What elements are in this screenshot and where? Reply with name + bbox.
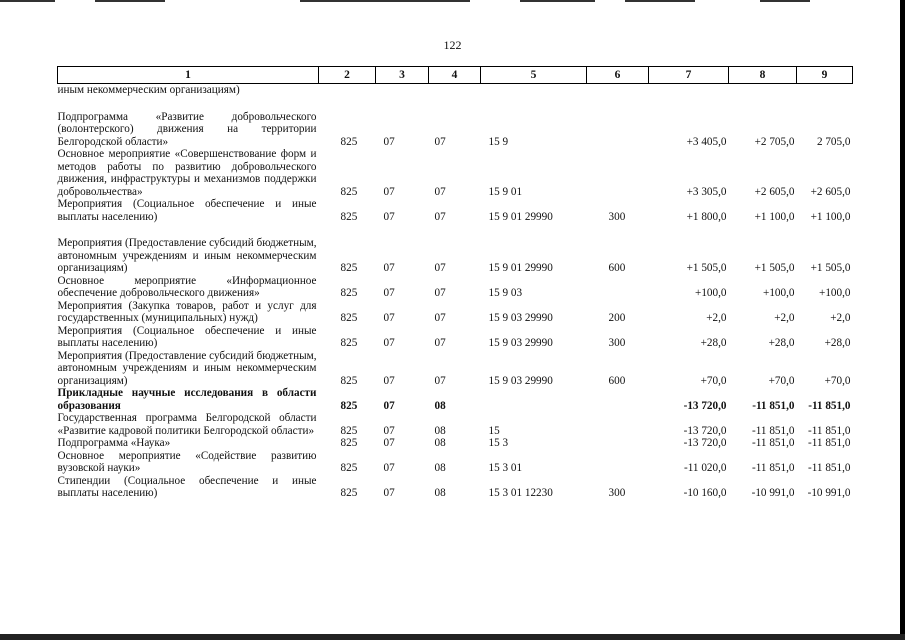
section-code: 07 [383,262,395,274]
target-article: 15 9 01 29990 [488,210,553,223]
amount-col9: +1 505,0 [810,262,851,274]
row-name: Мероприятия (Предоставление субсидий бюджетным, автономным учреждениям и иным некоммерческим организациям) [57,349,317,387]
target-article: 15 9 03 [488,287,523,299]
row-name: Мероприятия (Закупка товаров, работ и услуг для государственных (муниципальных) нужд) [57,299,317,324]
subsection-code: 08 [434,462,446,474]
target-article [481,84,587,97]
admin-code: 825 [340,487,358,499]
subsection-code: 08 [434,399,446,412]
section-code: 07 [383,185,395,198]
header-cell: 3 [376,67,429,84]
amount-col7 [649,84,729,97]
subsection-code: 07 [434,135,446,148]
header-cell: 5 [481,67,587,84]
header-cell: 2 [319,67,376,84]
admin-code: 825 [340,262,358,274]
section-code: 07 [383,399,395,412]
row-name: Основное мероприятие «Содействие развитию вузовской науки» [57,449,317,474]
table-row [58,437,853,450]
header-cell: 9 [797,67,853,84]
amount-col7: +70,0 [700,374,727,387]
amount-col7: +100,0 [695,287,727,299]
row-name: Основное мероприятие «Совершенствование форм и методов работы по развитию добровольческого движения, инфраструктуры и механизмов поддержки добровольчества» [57,148,317,198]
expense-type: 200 [608,312,626,324]
amount-col8: +2,0 [774,312,795,324]
amount-col9: +70,0 [824,374,851,387]
amount-col8: +28,0 [768,337,795,349]
table-row [58,84,853,97]
amount-col7: +3 405,0 [686,135,727,148]
expense-type: 300 [608,337,626,349]
target-article: 15 [488,424,500,437]
row-name: Подпрограмма «Наука» [57,437,171,449]
target-article: 15 3 01 12230 [488,487,553,499]
header-cell: 7 [649,67,729,84]
section-code: 07 [383,337,395,349]
row-name: Основное мероприятие «Информационное обеспечение добровольческого движения» [57,274,317,299]
section-code: 07 [383,437,395,449]
row-name: Стипендии (Социальное обеспечение и иные выплаты населению) [57,474,317,499]
header-cell: 8 [729,67,797,84]
target-article: 15 9 03 29990 [488,374,553,387]
spacer-row [58,223,853,237]
table-row [58,111,853,149]
header-cell: 6 [587,67,649,84]
subsection-code [429,84,481,97]
expense-type [587,437,649,450]
subsection-code: 07 [434,374,446,387]
section-code: 07 [383,487,395,499]
amount-col7: -13 720,0 [683,437,727,449]
table-row [58,350,853,388]
budget-table [57,66,853,500]
expense-type: 600 [608,262,626,274]
amount-col7: +2,0 [706,312,727,324]
admin-code [319,84,376,97]
bottom-scan-edge [0,634,905,640]
amount-col9: 2 705,0 [816,135,851,148]
target-article: 15 9 01 29990 [488,262,553,274]
amount-col7: +1 505,0 [686,262,727,274]
amount-col8: +2 605,0 [754,185,795,198]
amount-col9: +2,0 [830,312,851,324]
row-name: Государственная программа Белгородской области «Развитие кадровой политики Белгородской области» [57,412,317,437]
subsection-code: 07 [434,337,446,349]
expense-type: 600 [608,374,626,387]
subsection-code: 07 [434,185,446,198]
amount-col9: -11 851,0 [808,424,851,437]
table-row [58,450,853,475]
target-article: 15 9 [488,135,509,148]
amount-col8: +1 100,0 [754,210,795,223]
table-row [58,237,853,275]
subsection-code: 07 [434,262,446,274]
right-scan-edge [900,0,905,640]
amount-col9: -11 851,0 [808,399,851,412]
amount-col9 [797,84,853,97]
amount-col7: +3 305,0 [686,185,727,198]
admin-code: 825 [340,312,358,324]
amount-col8: -11 851,0 [752,399,795,412]
table-row [58,300,853,325]
section-code: 07 [383,287,395,299]
expense-type [587,84,649,97]
target-article: 15 9 01 [488,185,523,198]
header-row [58,67,853,84]
admin-code: 825 [340,287,358,299]
admin-code: 825 [340,185,358,198]
section-code: 07 [383,312,395,324]
section-code: 07 [383,424,395,437]
row-name: Мероприятия (Социальное обеспечение и иные выплаты населению) [57,324,317,349]
amount-col8: +100,0 [763,287,795,299]
expense-type [587,111,649,149]
expense-type [587,450,649,475]
target-article: 15 9 03 29990 [488,312,553,324]
target-article [481,387,587,412]
amount-col9: -10 991,0 [807,487,851,499]
subsection-code: 07 [434,210,446,223]
target-article: 15 3 [488,437,509,449]
amount-col7: -13 720,0 [683,399,727,412]
amount-col9: -11 851,0 [808,437,851,449]
target-article: 15 9 03 29990 [488,337,553,349]
admin-code: 825 [340,462,358,474]
expense-type: 300 [608,210,626,223]
amount-col8: -10 991,0 [751,487,795,499]
amount-col7: -11 020,0 [684,462,727,474]
amount-col8 [729,84,797,97]
table-row [58,325,853,350]
row-name: Подпрограмма «Развитие добровольческого (волонтерского) движения на территории Белгородской области» [57,110,317,148]
header-cell: 4 [429,67,481,84]
header-cell: 1 [58,67,319,84]
table-row [58,387,853,412]
row-name: Мероприятия (Социальное обеспечение и иные выплаты населению) [57,198,317,223]
subsection-code: 08 [434,437,446,449]
expense-type [587,387,649,412]
subsection-code: 08 [434,487,446,499]
admin-code: 825 [340,210,358,223]
section-code: 07 [383,135,395,148]
admin-code: 825 [340,374,358,387]
expense-type: 300 [608,487,626,499]
section-code: 07 [383,374,395,387]
table-row [58,412,853,437]
section-code [376,84,429,97]
amount-col7: +28,0 [700,337,727,349]
row-name: иным некоммерческим организациям) [57,84,240,96]
amount-col8: +2 705,0 [754,135,795,148]
amount-col9: +28,0 [824,337,851,349]
amount-col9: +1 100,0 [810,210,851,223]
expense-type [587,148,649,198]
amount-col8: -11 851,0 [752,462,795,474]
amount-col7: -13 720,0 [683,424,727,437]
top-edge-marks [0,0,905,2]
subsection-code: 07 [434,287,446,299]
expense-type [587,412,649,437]
section-code: 07 [383,462,395,474]
subsection-code: 07 [434,312,446,324]
table-row [58,198,853,223]
section-code: 07 [383,210,395,223]
budget-table-container [57,66,852,500]
spacer-row [58,97,853,111]
subsection-code: 08 [434,424,446,437]
expense-type [587,275,649,300]
admin-code: 825 [340,424,358,437]
row-name: Мероприятия (Предоставление субсидий бюджетным, автономным учреждениям и иным некоммерческим организациям) [57,237,317,274]
admin-code: 825 [340,399,358,412]
target-article: 15 3 01 [488,462,523,474]
row-name: Прикладные научные исследования в области образования [57,387,317,412]
admin-code: 825 [340,437,358,449]
table-row [58,275,853,300]
amount-col9: +2 605,0 [810,185,851,198]
amount-col8: +1 505,0 [754,262,795,274]
amount-col9: +100,0 [819,287,851,299]
amount-col8: -11 851,0 [752,424,795,437]
admin-code: 825 [340,337,358,349]
admin-code: 825 [340,135,358,148]
amount-col8: -11 851,0 [752,437,795,449]
page-number: 122 [443,38,462,52]
amount-col7: +1 800,0 [686,210,727,223]
table-row [58,148,853,198]
amount-col7: -10 160,0 [683,487,727,499]
table-row [58,475,853,500]
amount-col8: +70,0 [768,374,795,387]
amount-col9: -11 851,0 [808,462,851,474]
